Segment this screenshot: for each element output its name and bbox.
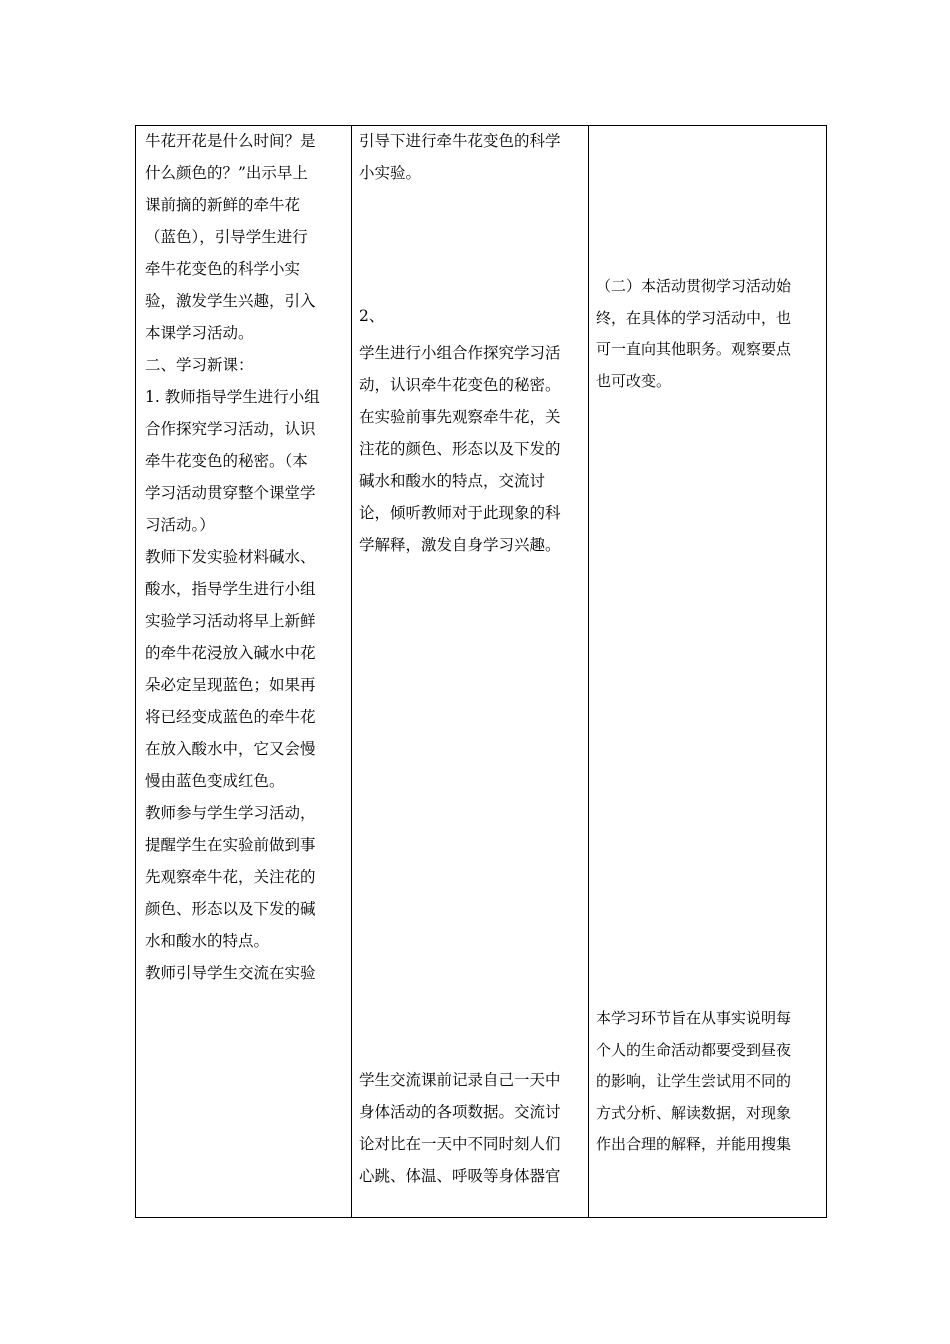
text-line: 的牵牛花浸放入碱水中花	[145, 644, 316, 662]
text-line: 酸水，指导学生进行小组	[145, 580, 316, 598]
text-line: 教师引导学生交流在实验	[145, 964, 316, 982]
text-line: 课前摘的新鲜的牵牛花	[145, 196, 301, 214]
text-line: 验，激发学生兴趣，引入	[145, 292, 316, 310]
text-line: 学生交流课前记录自己一天中	[359, 1071, 561, 1089]
text-line: 牵牛花变色的科学小实	[145, 260, 301, 278]
text-line: 先观察牵牛花，关注花的	[145, 868, 316, 886]
text-line: （蓝色），引导学生进行	[145, 228, 308, 246]
column-divider-1	[351, 126, 352, 1217]
text-line: 水和酸水的特点。	[145, 932, 270, 950]
text-line: 心跳、体温、呼吸等身体器官	[359, 1167, 561, 1185]
text-line: 合作探究学习活动，认识	[145, 420, 316, 438]
text-line: 在放入酸水中，它又会慢	[145, 740, 316, 758]
text-line: 本学习环节旨在从事实说明每	[596, 1009, 792, 1027]
text-line: 教师下发实验材料碱水、	[145, 548, 316, 566]
text-line: 牵牛花变色的秘密。（本	[145, 452, 308, 470]
text-line: 学生进行小组合作探究学习活	[359, 344, 561, 362]
design-intent-bottom	[596, 1003, 821, 1161]
text-line: 什么颜色的？”出示早上	[145, 164, 308, 182]
text-line: 习活动。）	[145, 516, 215, 534]
student-activity-text-top	[359, 125, 581, 189]
text-line: 引导下进行牵牛花变色的科学	[359, 132, 561, 150]
text-line: 学习活动贯穿整个课堂学	[145, 484, 316, 502]
design-intent-text-top	[596, 271, 821, 397]
text-line: 颜色、形态以及下发的碱	[145, 900, 316, 918]
text-line: 慢由蓝色变成红色。	[145, 772, 285, 790]
student-activity-middle	[359, 337, 581, 561]
text-line: 教师参与学生学习活动，	[145, 804, 316, 822]
text-line: 碱水和酸水的特点，交流讨	[359, 472, 546, 490]
text-line: 本课学习活动。	[145, 324, 254, 342]
text-line: 可一直向其他职务。观察要点	[596, 340, 792, 358]
teacher-activity-text	[145, 125, 345, 989]
text-line: 终，在具体的学习活动中，也	[596, 308, 792, 327]
text-line: 朵必定呈现蓝色；如果再	[145, 676, 316, 694]
student-activity-bottom	[359, 1064, 581, 1192]
column-divider-2	[588, 126, 589, 1217]
student-activity-top	[359, 125, 581, 189]
text-line: 牛花开花是什么时间？是	[145, 132, 316, 150]
text-line: 二、学习新课：	[145, 356, 254, 374]
student-activity-text-bottom	[359, 1064, 581, 1192]
text-line: 1. 教师指导学生进行小组	[145, 388, 320, 406]
text-line: 注花的颜色、形态以及下发的	[359, 440, 561, 458]
design-intent-top	[596, 271, 821, 397]
text-line: 的影响，让学生尝试用不同的	[596, 1072, 792, 1090]
text-line: 小实验。	[359, 164, 422, 182]
text-line: 提醒学生在实验前做到事	[145, 836, 316, 854]
text-line: 身体活动的各项数据。交流讨	[359, 1103, 561, 1121]
student-activity-text-middle	[359, 337, 581, 561]
teacher-activity-column	[145, 125, 345, 989]
text-line: 作出合理的解释，并能用搜集	[596, 1135, 792, 1153]
text-line: 论，倾听教师对于此现象的科	[359, 504, 561, 522]
text-line: 将已经变成蓝色的牵牛花	[145, 708, 316, 726]
text-line: 学解释，激发自身学习兴趣。	[359, 536, 561, 554]
student-activity-number	[359, 300, 419, 332]
text-line: 论对比在一天中不同时刻人们	[359, 1135, 561, 1153]
item-number: 2、	[359, 307, 385, 325]
text-line: 在实验前事先观察牵牛花，关	[359, 408, 561, 426]
text-line: 方式分析、解读数据，对现象	[596, 1103, 792, 1122]
design-intent-text-bottom	[596, 1003, 821, 1161]
text-line: 动，认识牵牛花变色的秘密。	[359, 376, 561, 394]
text-line: 实验学习活动将早上新鲜	[145, 612, 316, 630]
text-line: 个人的生命活动都要受到昼夜	[596, 1040, 792, 1059]
text-line: （二）本活动贯彻学习活动始	[596, 277, 792, 295]
text-line: 也可改变。	[596, 371, 672, 390]
